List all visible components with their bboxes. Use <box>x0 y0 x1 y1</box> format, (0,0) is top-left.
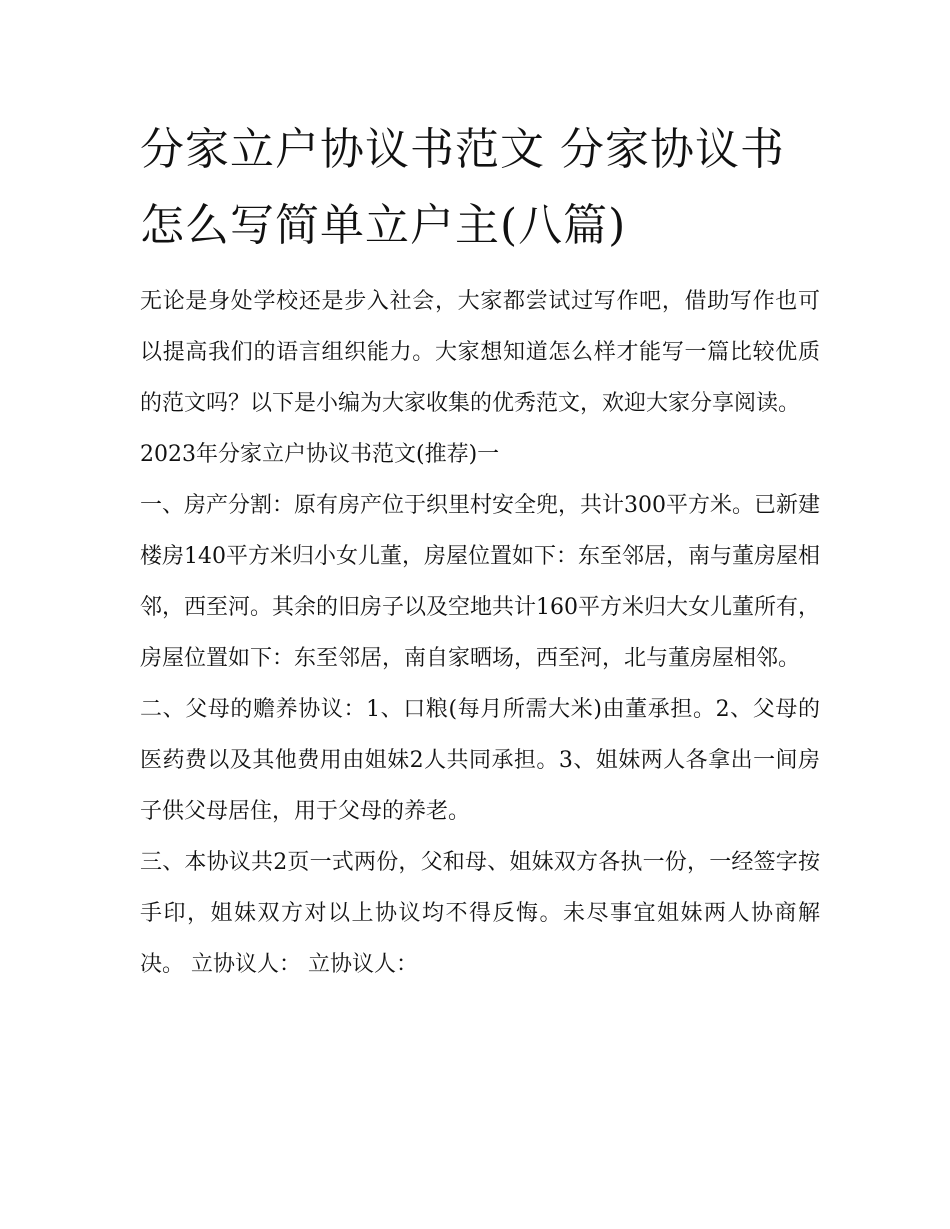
document-title: 分家立户协议书范文 分家协议书怎么写简单立户主(八篇) <box>140 124 785 251</box>
section-heading: 2023年分家立户协议书范文(推荐)一 <box>140 442 500 467</box>
clause-property-division: 一、房产分割：原有房产位于织里村安全兜，共计300平方米。已新建楼房140平方米归小女儿董，房屋位置如下：东至邻居，南与董房屋相邻，西至河。其余的旧房子以及空地共计160平方米归大女儿董所有，房屋位置如下：东至邻居，南自家晒场，西至河，北与董房屋相邻。 <box>140 493 820 671</box>
document-body <box>140 112 820 990</box>
clause-signatures: 三、本协议共2页一式两份，父和母、姐妹双方各执一份，一经签字按手印，姐妹双方对以上协议均不得反悔。未尽事宜姐妹两人协商解决。 立协议人： 立协议人： <box>140 850 820 977</box>
intro-paragraph: 无论是身处学校还是步入社会，大家都尝试过写作吧，借助写作也可以提高我们的语言组织能力。大家想知道怎么样才能写一篇比较优质的范文吗？以下是小编为大家收集的优秀范文，欢迎大家分享阅读。 <box>140 289 820 416</box>
clause-parent-support: 二、父母的赡养协议：1、口粮(每月所需大米)由董承担。2、父母的医药费以及其他费用由姐妹2人共同承担。3、姐妹两人各拿出一间房子供父母居住，用于父母的养老。 <box>140 697 820 824</box>
